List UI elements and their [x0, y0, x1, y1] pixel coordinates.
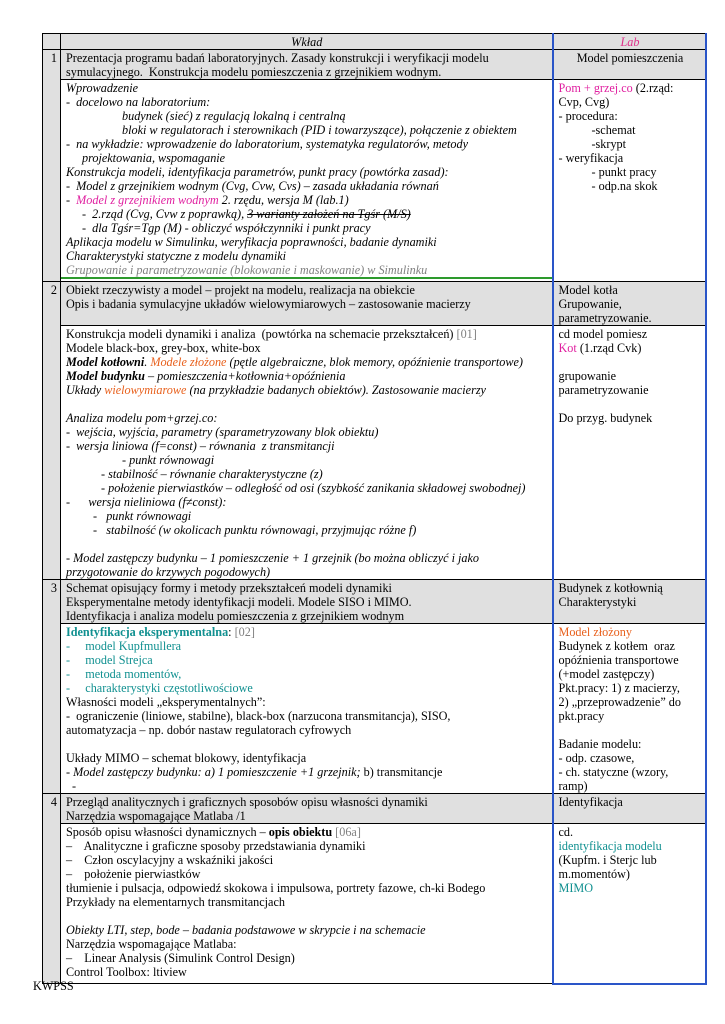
content-line: Przykłady na elementarnych transmitancjach — [66, 895, 285, 909]
content-line: - położenie pierwiastków – odległość od osi (szybkość zanikania składowej swobodnej) — [101, 481, 526, 495]
content-line — [66, 327, 548, 341]
row-3-band — [43, 580, 706, 624]
row-3-topic — [61, 580, 553, 624]
bold-text: opis obiektu — [268, 825, 333, 839]
row-2-lab-topic-line: parametryzowanie. — [558, 311, 652, 325]
content-line: - Model zastępczy budynku – 1 pomieszczenie + 1 grzejnik (bo można obliczyć i jako — [66, 551, 480, 565]
row-1-lab-topic — [553, 50, 706, 80]
row-1-topic-line: Prezentacja programu badań laboratoryjnych. Zasady konstrukcji i weryfikacji modelu — [66, 51, 489, 65]
blank-line — [66, 737, 548, 751]
row-1-topic-line: symulacyjnego. Konstrukcja modelu pomieszczenia z grzejnikiem wodnym. — [66, 65, 442, 79]
lab-line — [559, 81, 702, 95]
lab-text: (2.rząd: — [632, 81, 674, 95]
row-1-band — [43, 50, 706, 80]
content-line — [66, 193, 548, 207]
blank-line — [559, 397, 702, 411]
row-1-content — [61, 80, 553, 282]
blank-line — [66, 909, 548, 923]
list-item: model Strejca — [85, 653, 153, 667]
content-line: - docelowo na laboratorium: — [66, 95, 211, 109]
row-2-lab-topic-line: Grupowanie, — [558, 297, 622, 311]
ref-link: [02] — [234, 625, 255, 639]
row-2-topic-line: Opis i badania symulacyjne układów wielowymiarowych – zastosowanie macierzy — [66, 297, 471, 311]
green-underline — [61, 277, 552, 279]
content-line: Wprowadzenie — [66, 81, 138, 95]
content-line: - wersja nieliniowa (f≠const): — [66, 495, 227, 509]
lab-line: MIMO — [558, 881, 594, 895]
content-line: - wejścia, wyjścia, parametry (sparametryzowany blok obiektu) — [66, 425, 379, 439]
row-3-topic-line: Identyfikacja i analiza modelu pomieszczenia z grzejnikiem wodnym — [66, 609, 405, 623]
content-line — [66, 369, 548, 383]
lab-line: Pkt.pracy: 1) z macierzy, — [558, 681, 680, 695]
blank-line — [66, 397, 548, 411]
row-2-topic — [61, 282, 553, 326]
row-3-lab-topic-line: Charakterystyki — [558, 595, 637, 609]
row-3-lab-content — [553, 624, 706, 794]
row-3-topic-line: Eksperymentalne metody identyfikacji modeli. Modele SISO i MIMO. — [66, 595, 412, 609]
row-2-number: 2 — [43, 282, 61, 580]
row-2-lab-topic — [553, 282, 706, 326]
lab-line: Budynek z kotłem oraz — [558, 639, 675, 653]
content-line: Control Toolbox: ltiview — [66, 965, 187, 979]
content-line: - charakterystyki częstotliwościowe — [66, 681, 253, 695]
row-3-topic-line: Schemat opisujący formy i metody przekształceń modeli dynamiki — [66, 581, 392, 595]
content-line: bloki w regulatorach i sterownikach (PID i towarzyszące), połączenie z obiektem — [122, 123, 517, 137]
bold-text: Model budynku — [66, 369, 145, 383]
lab-line: - ch. statyczne (wzory, — [558, 765, 669, 779]
header-lab: Lab — [553, 34, 706, 50]
list-item: metoda momentów, — [85, 667, 182, 681]
lab-line: m.momentów) — [558, 867, 630, 881]
row-4-number: 4 — [43, 794, 61, 984]
content-text: stabilność (w okolicach punktu równowagi, przyjmując różne f) — [106, 523, 417, 537]
content-line: - dla Tgśr=Tgp (M) - obliczyć współczynniki i punkt pracy — [82, 221, 371, 235]
content-line: – położenie pierwiastków — [66, 867, 201, 881]
row-4-band — [43, 794, 706, 824]
lab-link: Kot — [558, 341, 577, 355]
content-text: (na przykładzie badanych obiektów). Zastosowanie macierzy — [186, 383, 486, 397]
content-line — [66, 765, 548, 779]
content-line: - — [72, 779, 77, 793]
content-line: Obiekty LTI, step, bode – badania podstawowe w skrypcie i na schemacie — [66, 923, 426, 937]
row-4-topic-line: Przegląd analitycznych i graficznych sposobów opisu własności dynamiki — [66, 795, 428, 809]
content-line: - Model z grzejnikiem wodnym (Cvg, Cvw, Cvs) – zasada układania równań — [66, 179, 439, 193]
content-line: - punkt równowagi — [93, 509, 192, 523]
row-2-content — [61, 326, 553, 580]
row-3-body — [43, 624, 706, 794]
content-line: projektowania, wspomaganie — [82, 151, 226, 165]
content-line — [66, 207, 548, 221]
lab-line: ramp) — [558, 779, 588, 793]
row-2-topic-line: Obiekt rzeczywisty a model – projekt na modelu, realizacja na obiekcie — [66, 283, 415, 297]
lab-line: cd. — [558, 825, 574, 839]
list-item: charakterystyki częstotliwościowe — [85, 681, 253, 695]
header-num — [43, 34, 61, 50]
lab-text: (1.rząd Cvk) — [576, 341, 642, 355]
content-text: wersja nieliniowa (f≠const): — [88, 495, 227, 509]
lab-line: parametryzowanie — [558, 383, 649, 397]
row-4-body — [43, 824, 706, 984]
lab-link: Pom + grzej.co — [558, 81, 633, 95]
row-1-number: 1 — [43, 50, 61, 282]
lab-line: Model złożony — [558, 625, 632, 639]
content-text: punkt równowagi — [106, 509, 192, 523]
lab-line: - weryfikacja — [558, 151, 624, 165]
content-line: przygotowanie do krzywych pogodowych) — [66, 565, 271, 579]
dash: - — [66, 193, 77, 207]
lab-line: pkt.pracy — [558, 709, 605, 723]
model-link: Model z grzejnikiem wodnym — [76, 193, 219, 207]
lab-line: identyfikacja modelu — [558, 839, 662, 853]
section-heading: Identyfikacja eksperymentalna — [66, 625, 229, 639]
content-line — [66, 825, 548, 839]
ref-link: [01] — [456, 327, 477, 341]
content-text: 2. rzędu, wersja M (lab.1) — [218, 193, 349, 207]
content-line: budynek (sieć) z regulacją lokalną i centralną — [122, 109, 346, 123]
row-2-body — [43, 326, 706, 580]
content-line — [66, 625, 548, 639]
content-line: - punkt równowagi — [122, 453, 215, 467]
lab-line: -skrypt — [591, 137, 627, 151]
content-line: - wersja liniowa (f=const) – równania z transmitancji — [66, 439, 335, 453]
footer-label: KWPSS — [33, 979, 74, 993]
row-1-lab-content — [553, 80, 706, 282]
header-row — [43, 34, 706, 50]
lab-line — [559, 341, 702, 355]
content-text: - Model zastępczy budynku: a) 1 pomieszczenie +1 grzejnik; — [66, 765, 361, 779]
lab-line: Do przyg. budynek — [558, 411, 653, 425]
content-line: – Analityczne i graficzne sposoby przedstawiania dynamiki — [66, 839, 366, 853]
row-1-lab-topic-line: Model pomieszczenia — [576, 51, 684, 65]
row-4-topic — [61, 794, 553, 824]
content-line: Modele black-box, grey-box, white-box — [66, 341, 261, 355]
lab-line: 2) „przeprowadzenie” do — [558, 695, 681, 709]
content-line — [66, 355, 548, 369]
highlight-text: wielowymiarowe — [104, 383, 187, 397]
content-line — [66, 383, 548, 397]
content-text: – pomieszczenia+kotłownia+opóźnienia — [144, 369, 346, 383]
row-2-lab-topic-line: Model kotła — [558, 283, 618, 297]
row-4-lab-content — [553, 824, 706, 984]
row-4-lab-topic — [553, 794, 706, 824]
content-line: Aplikacja modelu w Simulinku, weryfikacja poprawności, badanie dynamiki — [66, 235, 437, 249]
content-line: - stabilność – równanie charakterystyczne (z) — [101, 467, 323, 481]
row-1-body — [43, 80, 706, 282]
row-4-topic-line: Narzędzia wspomagające Matlaba /1 — [66, 809, 246, 823]
lab-line: - odp. czasowe, — [558, 751, 635, 765]
bold-text: Model kotłowni — [66, 355, 145, 369]
content-line: – Linear Analysis (Simulink Control Design) — [66, 951, 295, 965]
lab-line: Badanie modelu: — [558, 737, 642, 751]
content-text: - 2.rząd (Cvg, Cvw z poprawką), — [82, 207, 248, 221]
row-4-lab-topic-line: Identyfikacja — [558, 795, 623, 809]
list-item: model Kupfmullera — [85, 639, 182, 653]
lab-line: - punkt pracy — [591, 165, 657, 179]
content-text: Sposób opisu własności dynamicznych – — [66, 825, 269, 839]
content-line: - ograniczenie (liniowe, stabilne), black-box (narzucona transmitancja), SISO, — [66, 709, 451, 723]
row-3-lab-topic — [553, 580, 706, 624]
lab-line: Cvp, Cvg) — [558, 95, 610, 109]
lab-line: (Kupfm. i Sterjc lub — [558, 853, 657, 867]
blank-line — [559, 723, 702, 737]
content-text: b) transmitancje — [360, 765, 443, 779]
row-2-lab-content — [553, 326, 706, 580]
row-1-topic — [61, 50, 553, 80]
content-line: – Człon oscylacyjny a wskaźniki jakości — [66, 853, 274, 867]
content-text: (pętle algebraiczne, blok memory, opóźnienie transportowe) — [226, 355, 523, 369]
content-line: - metoda momentów, — [66, 667, 182, 681]
row-2-band — [43, 282, 706, 326]
lab-line: - odp.na skok — [591, 179, 658, 193]
content-line: - model Kupfmullera — [66, 639, 182, 653]
ref-link: [06a] — [335, 825, 361, 839]
lab-line: opóźnienia transportowe — [558, 653, 679, 667]
content-line: Charakterystyki statyczne z modelu dynamiki — [66, 249, 286, 263]
content-text: Układy — [66, 383, 105, 397]
lab-line: -schemat — [591, 123, 636, 137]
content-line: - stabilność (w okolicach punktu równowagi, przyjmując różne f) — [93, 523, 417, 537]
content-line: - na wykładzie: wprowadzenie do laboratorium, systematyka regulatorów, metody — [66, 137, 469, 151]
blank-line — [66, 537, 548, 551]
content-text: : — [228, 625, 235, 639]
content-line: Grupowanie i parametryzowanie (blokowanie i maskowanie) w Simulinku — [66, 263, 428, 277]
content-line: Konstrukcja modeli, identyfikacja parametrów, punkt pracy (powtórka zasad): — [66, 165, 449, 179]
row-3-number: 3 — [43, 580, 61, 794]
row-3-lab-topic-line: Budynek z kotłownią — [558, 581, 663, 595]
lab-line: - procedura: — [558, 109, 618, 123]
row-3-content — [61, 624, 553, 794]
lab-line: (+model zastępczy) — [558, 667, 655, 681]
content-line: - model Strejca — [66, 653, 153, 667]
row-4-content — [61, 824, 553, 984]
highlight-text: Modele złożone — [150, 355, 227, 369]
content-line: Analiza modelu pom+grzej.co: — [66, 411, 218, 425]
content-text: . — [144, 355, 151, 369]
content-line: Własności modeli „eksperymentalnych”: — [66, 695, 266, 709]
content-line: automatyzacja – np. dobór nastaw regulatorach cyfrowych — [66, 723, 352, 737]
blank-line — [559, 355, 702, 369]
content-line: Narzędzia wspomagające Matlaba: — [66, 937, 237, 951]
content-text: Konstrukcja modeli dynamiki i analiza (powtórka na schemacie przekształceń) — [66, 327, 457, 341]
lab-line: cd model pomiesz — [558, 327, 648, 341]
lab-line: grupowanie — [558, 369, 617, 383]
header-wyklad: Wkład — [61, 34, 553, 50]
content-line: Układy MIMO – schemat blokowy, identyfikacja — [66, 751, 307, 765]
course-table — [42, 33, 707, 985]
struck-text: 3 warianty założeń na Tgśr (M/S) — [247, 207, 411, 221]
content-line: tłumienie i pulsacja, odpowiedź skokowa i impulsowa, portrety fazowe, ch-ki Bodego — [66, 881, 486, 895]
